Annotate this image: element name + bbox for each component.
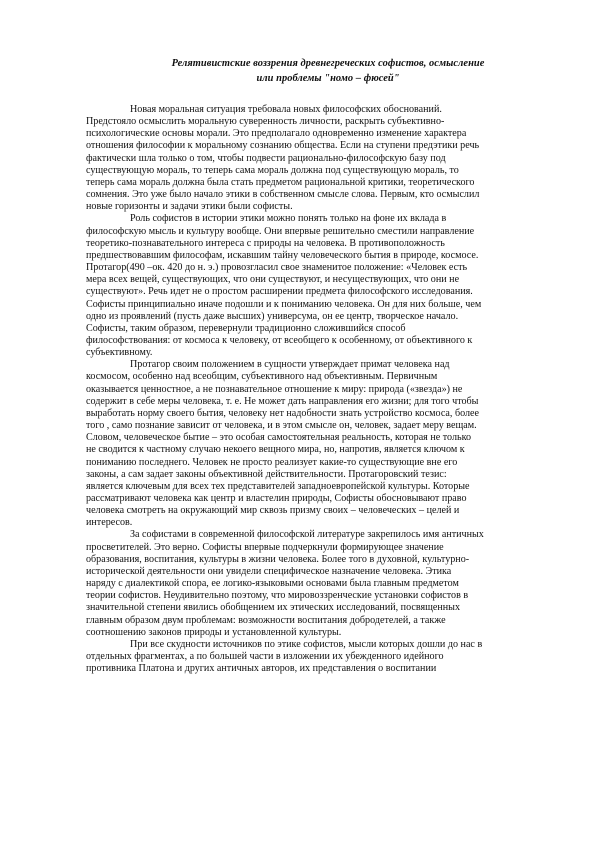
- paragraph-line: мера всех вещей, существующих, что они существуют, и несуществующих, что они не: [86, 274, 460, 286]
- paragraph-line: Софисты, таким образом, перевернули традиционно сложившийся способ: [86, 322, 406, 334]
- paragraph-line: теперь сама мораль должна была стать предметом рациональной критики, теоретического: [86, 176, 475, 188]
- title-line: или проблемы "номо – фюсей": [256, 73, 400, 84]
- paragraph-first-line: Протагор своим положением в сущности утверждает примат человека над: [130, 359, 450, 371]
- paragraph-line: содержит в себе меры человека, т. е. Не может дать направления его жизни; для того чтобы: [86, 395, 479, 407]
- document-title: [118, 56, 538, 86]
- paragraph-first-line: При все скудности источников по этике софистов, мысли которых дошли до нас в: [130, 638, 483, 650]
- paragraph-line: Софисты принципиально иначе подошли и к пониманию человека. Он для них больше, чем: [86, 298, 482, 310]
- paragraph: [86, 639, 548, 675]
- paragraph-line: одно из проявлений (пусть даже высших) универсума, он ее центр, творческое начало.: [86, 310, 459, 322]
- paragraph-first-line: Роль софистов в истории этики можно понять только на фоне их вклада в: [130, 213, 447, 225]
- document-body: [86, 104, 548, 675]
- paragraph-line: теоретико-познавательного интереса с природы на человека. В противоположность: [86, 237, 445, 249]
- paragraph-line: Словом, человеческое бытие – это особая самостоятельная реальность, которая не только: [86, 432, 472, 444]
- paragraph-line: интересов.: [86, 517, 133, 529]
- paragraph-line: того , само познание зависит от человека, и в этом смысле он, человек, задает меру вещам.: [86, 420, 477, 432]
- paragraph-line: теории софистов. Неудивительно поэтому, что мировоззренческие установки софистов в: [86, 590, 469, 602]
- paragraph-first-line: За софистами в современной философской литературе закрепилось имя античных: [130, 529, 484, 541]
- paragraph-line: наряду с диалектикой спора, ее логико-языковыми основами была главным предметом: [86, 578, 459, 590]
- paragraph-line: космосом, особенно над всеобщим, субъективного над объективным. Первичным: [86, 371, 438, 383]
- paragraph-line: рассматривают человека как центр и властелин природы, Софисты обосновывают право: [86, 493, 467, 504]
- paragraph-line: отношения философии к моральному сознанию общества. Если на ступени предэтики речь: [86, 140, 480, 152]
- paragraph-line: значительной степени явились обобщением их этических исследований, посвященных: [86, 602, 461, 614]
- paragraph: [86, 104, 548, 213]
- paragraph-line: Предстояло осмыслить моральную суверенность личности, раскрыть субъективно-: [86, 116, 445, 128]
- paragraph-line: существуют». Речь идет не о простом расширении предмета философского исследования.: [86, 286, 473, 298]
- paragraph-line: законы, а сам задает законы объективной действительности. Протагоровский тезис:: [86, 468, 447, 480]
- paragraph-line: соотношению законов природы и установленной культуры.: [86, 626, 342, 638]
- paragraph-line: оказывается ценностное, а не познавательное отношение к миру: природа («звезда») не: [86, 383, 463, 395]
- paragraph-line: отдельных фрагментах, а по большей части в изложении их убежденного идейного: [86, 651, 444, 663]
- paragraph-line: философскую мысль и культуру вообще. Они впервые решительно сместили направление: [86, 225, 475, 237]
- paragraph-line: новые горизонты и задачи этики были софисты.: [86, 201, 293, 213]
- paragraph-line: противника Платона и других античных авторов, их представления о воспитании: [86, 663, 437, 675]
- paragraph-line: образования, воспитания, культуры в жизни человека. Более того в духовной, культурно-: [86, 553, 470, 565]
- paragraph: [86, 213, 548, 359]
- title-line: Релятивистские воззрения древнегреческих софистов, осмысление: [171, 58, 485, 69]
- paragraph-line: не сводится к частному случаю некоего вещного мира, но, напротив, является ключом к: [86, 444, 465, 456]
- paragraph-first-line: Новая моральная ситуация требовала новых философских обоснований.: [130, 104, 442, 115]
- paragraph-line: предшествовавшим философам, искавшим тайну человеческого бытия в природе, космосе.: [86, 249, 479, 261]
- paragraph-line: просветителей. Это верно. Софисты впервые подчеркнули формирующее значение: [86, 541, 444, 553]
- paragraph: [86, 529, 548, 638]
- paragraph-line: человека смотреть на окружающий мир сквозь призму своих – человеческих – целей и: [86, 505, 460, 517]
- paragraph-line: выработать норму своего бытия, человеку нет надобности знать устройство космоса, более: [86, 407, 480, 419]
- paragraph-line: существующую мораль, то теперь сама мораль должна под существующую мораль, то: [86, 164, 459, 176]
- paragraph-line: психологические основы морали. Это предполагало одновременно изменение характера: [86, 128, 467, 140]
- paragraph-line: Протагор(490 –ок. 420 до н. э.) провозгласил свое знаменитое положение: «Человек есть: [86, 262, 468, 274]
- paragraph-line: фактически шла только о том, чтобы подвести рационально-философскую базу под: [86, 152, 446, 164]
- paragraph-line: философствования: от космоса к человеку, от всеобщего к особенному, от объективного к: [86, 334, 473, 346]
- paragraph-line: пониманию последнего. Человек не просто реализует какие-то существующие вне его: [86, 456, 458, 468]
- paragraph-line: исторической деятельности они увидели специфическое назначение человека. Этика: [86, 565, 452, 577]
- paragraph-line: главным образом двум проблемам: возможности воспитания добродетелей, а также: [86, 614, 446, 626]
- paragraph-line: является ключевым для всех тех представителей западноевропейской культуры. Которые: [86, 480, 470, 492]
- paragraph: [86, 359, 548, 529]
- paragraph-line: сомнения. Это уже было начало этики в собственном смысле слова. Первым, кто осмыслил: [86, 189, 480, 201]
- paragraph-line: субъективному.: [86, 347, 153, 359]
